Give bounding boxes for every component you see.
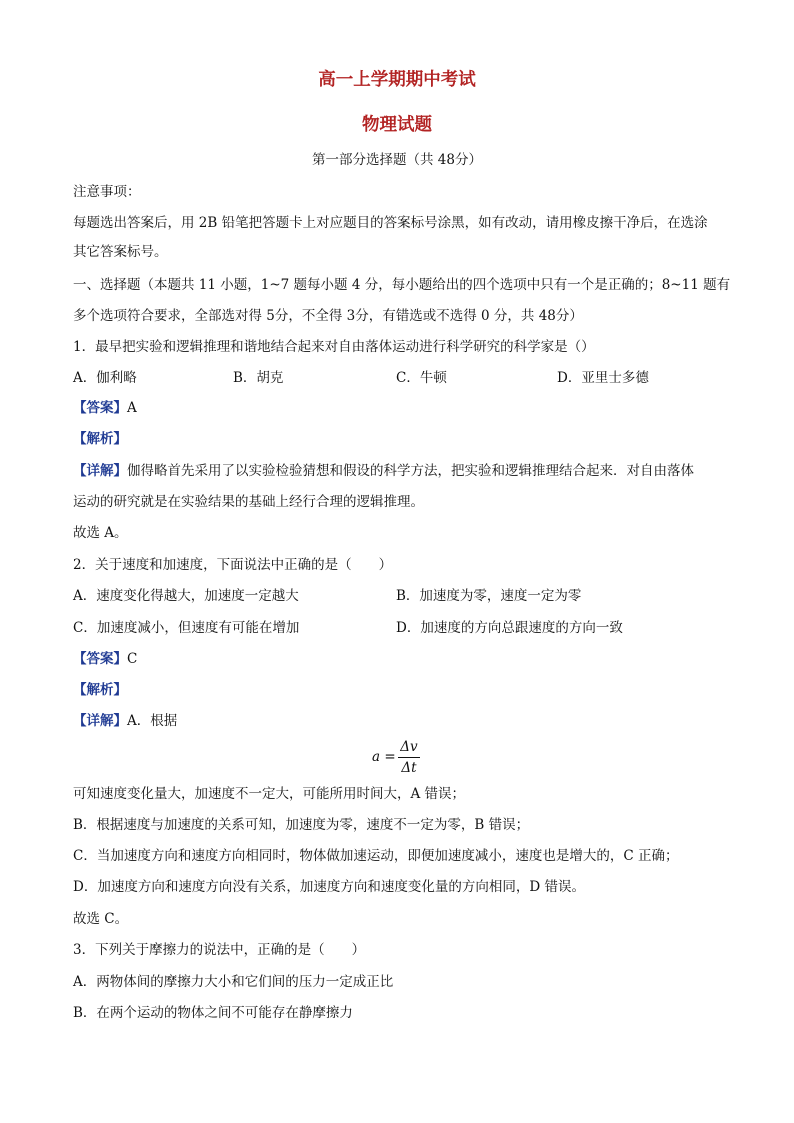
notes-line-2: 其它答案标号。 — [73, 244, 168, 260]
q1-option-b: B．胡克 — [233, 370, 284, 386]
q2-option-b: B．加速度为零，速度一定为零 — [396, 588, 582, 604]
section-instructions-2: 多个选项符合要求，全部选对得 5分，不全得 3分，有错选或不选得 0 分，共 48分） — [73, 308, 583, 324]
q2-explain-2: B．根据速度与加速度的关系可知，加速度为零，速度不一定为零，B 错误； — [73, 817, 530, 833]
section-instructions-1: 一、选择题（本题共 11 小题，1~7 题每小题 4 分，每小题给出的四个选项中只有一个是正确的；8~11 题有 — [73, 277, 731, 293]
detail-tag: 【详解】 — [73, 713, 127, 729]
formula-denominator: Δt — [401, 760, 417, 776]
detail-tag: 【详解】 — [73, 463, 127, 479]
q2-conclusion: 故选 C。 — [73, 911, 129, 927]
formula-numerator: Δv — [400, 739, 418, 755]
q1-answer-value: A — [127, 400, 137, 416]
q3-option-a: A．两物体间的摩擦力大小和它们间的压力一定成正比 — [73, 974, 394, 990]
q1-detail-2: 运动的研究就是在实验结果的基础上经行合理的逻辑推理。 — [73, 494, 424, 510]
analysis-tag: 【解析】 — [73, 682, 127, 698]
q1-analysis — [73, 429, 127, 449]
q2-stem: 2．关于速度和加速度，下面说法中正确的是（ ） — [73, 557, 393, 573]
q1-option-a: A．伽利略 — [73, 370, 137, 386]
q1-answer — [73, 398, 137, 418]
q2-detail-text: A．根据 — [127, 713, 178, 729]
q3-stem: 3．下列关于摩擦力的说法中，正确的是（ ） — [73, 942, 366, 958]
exam-title: 高一上学期期中考试 — [318, 70, 476, 90]
notes-line-1: 每题选出答案后，用 2B 铅笔把答题卡上对应题目的答案标号涂黑，如有改动，请用橡皮擦干净后，在选涂 — [73, 215, 708, 231]
q1-option-c: C．牛顿 — [396, 370, 447, 386]
fraction-bar — [398, 757, 420, 758]
q3-option-b: B．在两个运动的物体之间不可能存在静摩擦力 — [73, 1005, 353, 1021]
subject-title: 物理试题 — [362, 115, 432, 135]
acceleration-formula — [372, 738, 432, 778]
q2-explain-1: 可知速度变化量大，加速度不一定大，可能所用时间大，A 错误； — [73, 786, 466, 802]
analysis-tag: 【解析】 — [73, 431, 127, 447]
q1-conclusion: 故选 A。 — [73, 525, 128, 541]
q2-option-a: A．速度变化得越大，加速度一定越大 — [73, 588, 299, 604]
q1-stem: 1．最早把实验和逻辑推理和谐地结合起来对自由落体运动进行科学研究的科学家是（） — [73, 339, 595, 355]
q2-explain-3: C．当加速度方向和速度方向相同时，物体做加速运动，即便加速度减小，速度也是增大的，C 正确； — [73, 848, 679, 864]
formula-lhs: a = — [372, 749, 396, 765]
q2-answer — [73, 649, 137, 669]
q2-option-c: C．加速度减小，但速度有可能在增加 — [73, 620, 300, 636]
q2-explain-4: D．加速度方向和速度方向没有关系，加速度方向和速度变化量的方向相同，D 错误。 — [73, 879, 585, 895]
q2-analysis — [73, 680, 127, 700]
formula-fraction — [398, 738, 420, 777]
answer-tag: 【答案】 — [73, 400, 127, 416]
notes-heading: 注意事项： — [73, 184, 141, 200]
q1-detail-text-1: 伽得略首先采用了以实验检验猜想和假设的科学方法，把实验和逻辑推理结合起来．对自由落体 — [127, 463, 694, 479]
q2-option-d: D．加速度的方向总跟速度的方向一致 — [396, 620, 623, 636]
q1-detail-1 — [73, 461, 694, 481]
answer-tag: 【答案】 — [73, 651, 127, 667]
q2-answer-value: C — [127, 651, 138, 667]
q2-detail-start — [73, 711, 177, 731]
part-heading: 第一部分选择题（共 48分） — [312, 152, 482, 168]
q1-option-d: D．亚里士多德 — [557, 370, 649, 386]
